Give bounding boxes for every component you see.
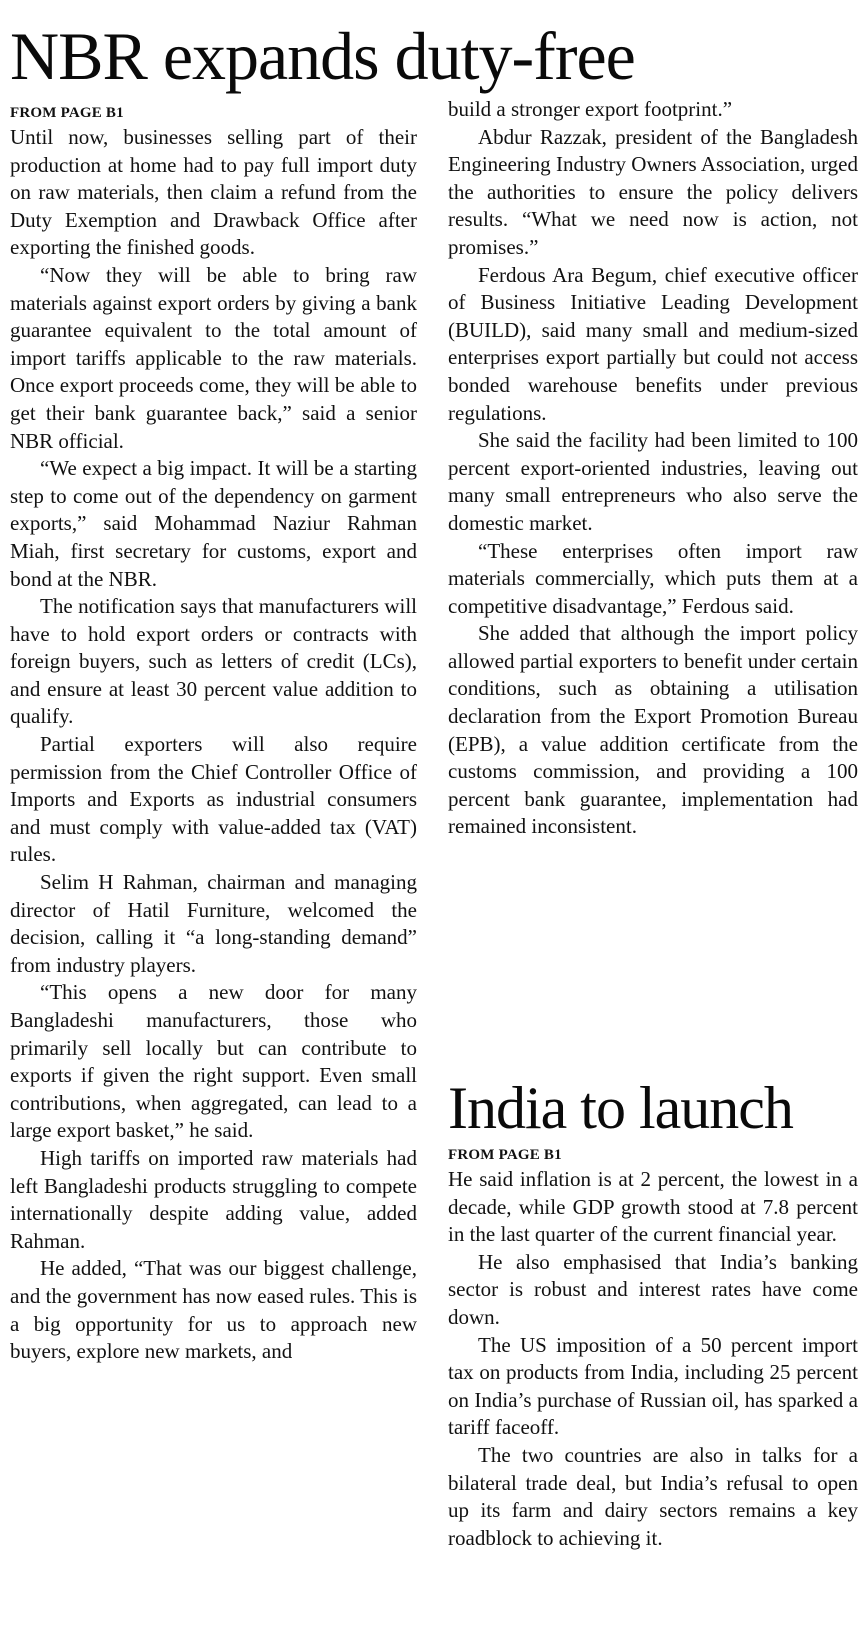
paragraph: Partial exporters will also require permission from the Chief Controller Office of Imports and Exports as industrial consumers and must comply with value-added tax (VAT) rules.: [10, 732, 417, 867]
paragraph: “Now they will be able to bring raw materials against export orders by giving a bank guarantee equivalent to the total amount of import tariffs applicable to the raw materials. Once export proceeds come, they will be able to get their bank guarantee back,” said a senior NBR official.: [10, 262, 417, 453]
paragraph: She said the facility had been limited to 100 percent export-oriented industries, leaving out many small entrepreneurs who also serve the domestic market.: [448, 428, 858, 535]
paragraph: The US imposition of a 50 percent import tax on products from India, including 25 percent on India’s purchase of Russian oil, has sparked a tariff faceoff.: [448, 1332, 858, 1440]
kicker-from-page: FROM PAGE B1: [10, 105, 124, 121]
paragraph: She added that although the import policy allowed partial exporters to benefit under certain conditions, such as obtaining a utilisation declaration from the Export Promotion Bureau (EPB), a value addition certificate from the customs commission, and providing a 100 percent bank guarantee, implementation had remained inconsistent.: [448, 621, 858, 839]
paragraph: He said inflation is at 2 percent, the lowest in a decade, while GDP growth stood at 7.8 percent in the last quarter of the current financial year.: [448, 1167, 858, 1247]
paragraph: “We expect a big impact. It will be a starting step to come out of the dependency on garment exports,” said Mohammad Naziur Rahman Miah, first secretary for customs, export and bond at the NBR.: [10, 456, 417, 591]
paragraph: The two countries are also in talks for a bilateral trade deal, but India’s refusal to open up its farm and dairy sectors remains a key roadblock to achieving it.: [448, 1442, 858, 1550]
paragraph: He also emphasised that India’s banking sector is robust and interest rates have come down.: [448, 1249, 858, 1329]
article-1-right-column: [448, 96, 858, 841]
kicker-from-page: FROM PAGE B1: [448, 1147, 562, 1163]
paragraph: The notification says that manufacturers will have to hold export orders or contracts with foreign buyers, such as letters of credit (LCs), and ensure at least 30 percent value addition to qualify.: [10, 594, 417, 729]
paragraph: Until now, businesses selling part of their production at home had to pay full import duty on raw materials, then claim a refund from the Duty Exemption and Drawback Office after exporting the finished goods.: [10, 125, 417, 260]
headline-nbr-expands: NBR expands duty-free: [10, 18, 635, 94]
paragraph: Selim H Rahman, chairman and managing director of Hatil Furniture, welcomed the decision, calling it “a long-standing demand” from industry players.: [10, 870, 417, 977]
headline-india-to-launch: India to launch: [448, 1075, 793, 1141]
article-1-left-column: [10, 102, 417, 1366]
paragraph: Ferdous Ara Begum, chief executive officer of Business Initiative Leading Development (BUILD), said many small and medium-sized enterprises export partially but could not access bonded warehouse benefits under previous regulations.: [448, 262, 858, 425]
paragraph: Abdur Razzak, president of the Bangladesh Engineering Industry Owners Association, urged the authorities to ensure the policy delivers results. “What we need now is action, not promises.”: [448, 124, 858, 259]
paragraph-continued: build a stronger export footprint.”: [448, 97, 733, 121]
paragraph: He added, “That was our biggest challenge, and the government has now eased rules. This is a big opportunity for us to approach new buyers, explore new markets, and: [10, 1256, 417, 1364]
paragraph: “These enterprises often import raw materials commercially, which puts them at a competitive disadvantage,” Ferdous said.: [448, 538, 858, 618]
paragraph: High tariffs on imported raw materials had left Bangladeshi products struggling to compete internationally despite adding value, added Rahman.: [10, 1145, 417, 1253]
paragraph: “This opens a new door for many Bangladeshi manufacturers, those who primarily sell locally but can contribute to exports if given the right support. Even small contributions, when aggregated, can lead to a large export basket,” he said.: [10, 980, 417, 1143]
article-2-column: [448, 1144, 858, 1552]
